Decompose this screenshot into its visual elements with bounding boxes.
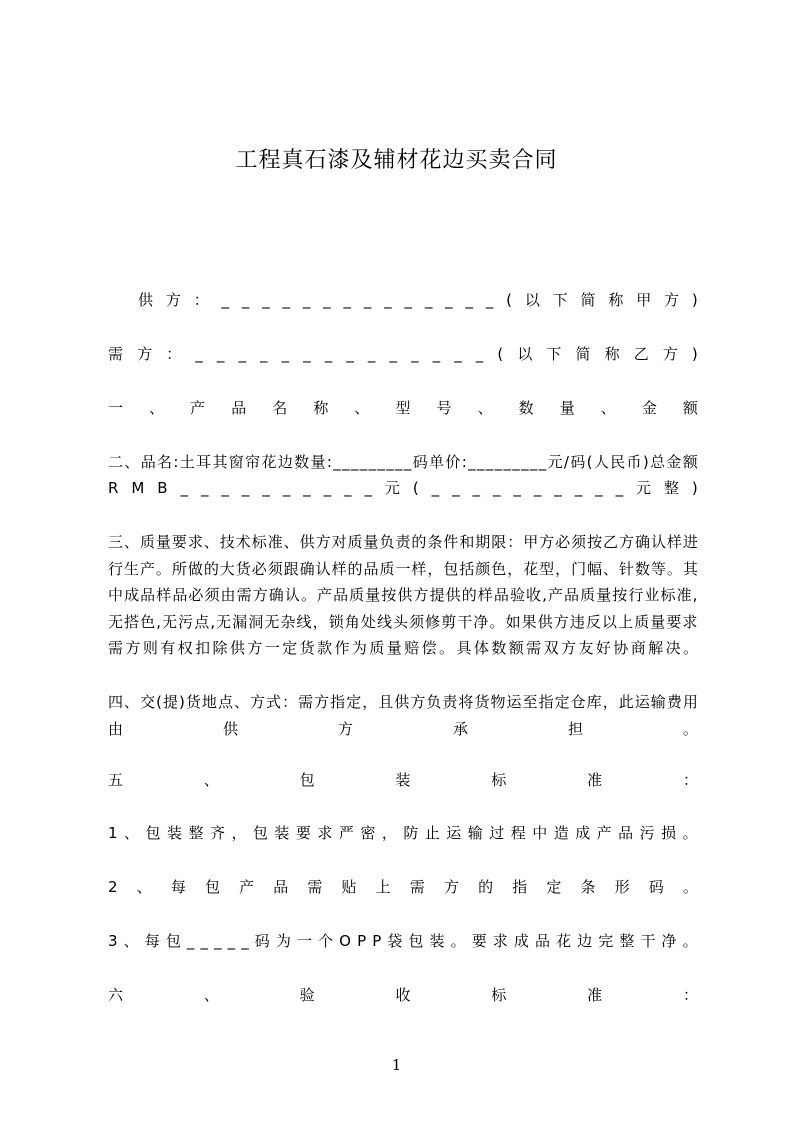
section-6-heading: 六 、 验 收 标 准 ：	[108, 986, 698, 1004]
section-3-row: 行 生 产 。 所 做 的 大 货 必 须 跟 确 认 样 的 品 质 一 样 ， 包 括 颜 色 ， 花 型 ， 门 幅 、 针 数 等 。 其	[108, 559, 698, 578]
section-4-row: 四 、 交 ( 提 ) 货 地 点 、 方 式 ： 需 方 指 定 ， 且 供 方 负 责 将 货 物 运 至 指 定 仓 库 ， 此 运 输 费 用	[108, 693, 698, 711]
packaging-item-3: 3 、 每 包 _ _ _ _ _ 码 为 一 个 O P P 袋 包 装 。 要 求 成 品 花 边 完 整 干 净 。	[108, 932, 698, 950]
section-3-row: 三 、 质 量 要 求 、 技 术 标 准 、 供 方 对 质 量 负 责 的 条 件 和 期 限 ： 甲 方 必 须 按 乙 方 确 认 样 进	[108, 533, 698, 551]
buyer-line: 需 方 ： _ _ _ _ _ _ _ _ _ _ _ _ _ _ ( 以 下 简 称 乙 方 )	[108, 345, 698, 363]
section-1-heading: 一 、 产 品 名 称 、 型 号 、 数 量 、 金 额	[108, 399, 698, 417]
section-3-paragraph	[108, 529, 698, 662]
section-5-heading: 五 、 包 装 标 准 ：	[108, 771, 698, 789]
section-4-paragraph	[108, 689, 698, 742]
page-number: 1	[391, 1056, 402, 1074]
section-2-line-2: R M B _ _ _ _ _ _ _ _ _ _ 元 ( _ _ _ _ _ _ _ _ _ _ 元 整 )	[108, 479, 698, 497]
section-4-row: 由 供 方 承 担 。	[108, 719, 698, 738]
section-2-line-1: 二 、 品 名 : 土 耳 其 窗 帘 花 边 数 量 : _ _ _ _ _ _ _ _ _ 码 单 价 : _ _ _ _ _ _ _ _ _ 元 / 码 ( 人 民 币 ) 总 金 额	[108, 453, 698, 471]
supplier-line: 供 方 ： _ _ _ _ _ _ _ _ _ _ _ _ _ _ ( 以 下 简 称 甲 方 )	[138, 291, 698, 309]
section-3-row: 需方则有权扣除供方一定货款作为质量赔偿。具体数额需双方友好协商解决。	[108, 639, 698, 657]
packaging-item-2: 2 、 每 包 产 品 需 贴 上 需 方 的 指 定 条 形 码 。	[108, 878, 698, 896]
contract-title: 工程真石漆及辅材花边买卖合同	[235, 148, 558, 173]
section-3-row: 无 搭 色 , 无 污 点 , 无 漏 洞 无 杂 线 ， 锁 角 处 线 头 须 修 剪 干 净 。 如 果 供 方 违 反 以 上 质 量 要 求	[108, 612, 698, 631]
section-3-row: 中 成 品 样 品 必 须 由 需 方 确 认 。 产 品 质 量 按 供 方 提 供 的 样 品 验 收 , 产 品 质 量 按 行 业 标 准 ,	[108, 586, 698, 604]
packaging-item-1: 1 、 包 装 整 齐 ， 包 装 要 求 严 密 ， 防 止 运 输 过 程 中 造 成 产 品 污 损 。	[108, 824, 698, 842]
